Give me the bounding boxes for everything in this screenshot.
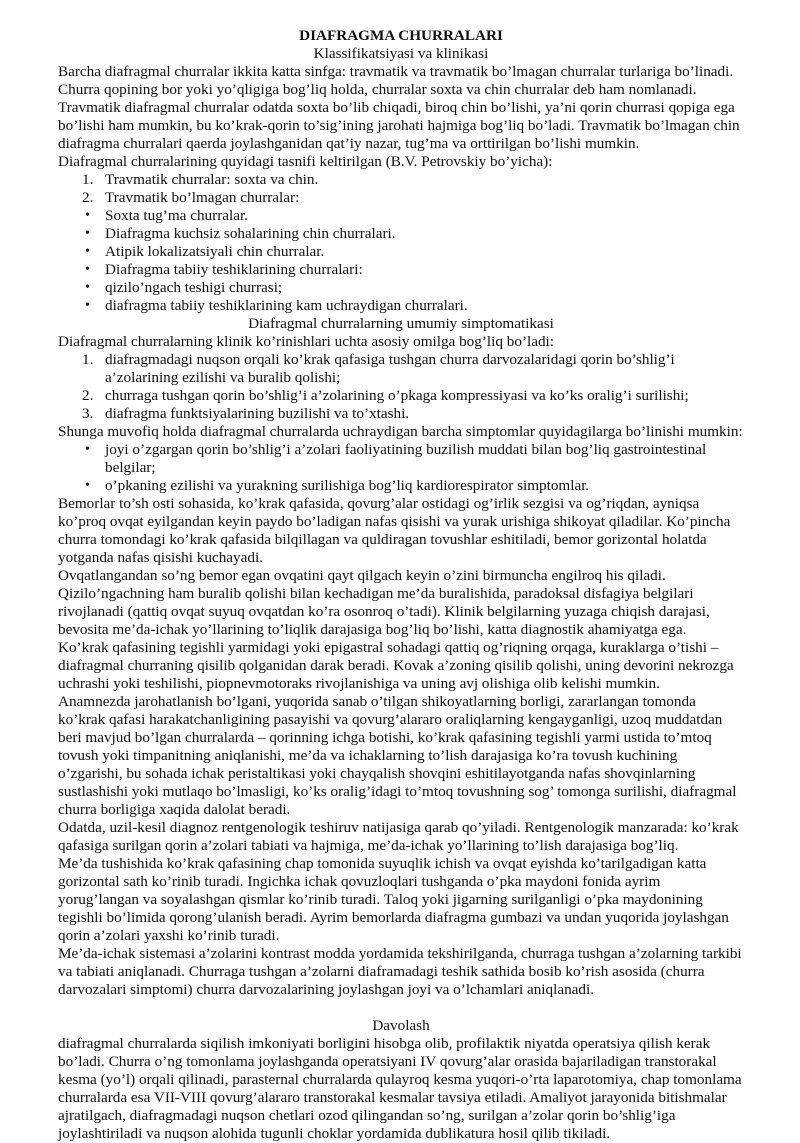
factors-list	[58, 351, 744, 423]
list-item: • Diafragma kuchsiz sohalarining chin churralari.	[85, 225, 396, 242]
list-item: 1. diafragmadagi nuqson orqali ko’krak qafasiga tushgan churra darvozalaridagi qorin bo’shlig’i a’zolarining ezilishi va buralib qolishi;	[82, 351, 675, 386]
body-paragraph: Odatda, uzil-kesil diagnoz rentgenologik teshiruv natijasiga qarab qo’yiladi. Rentgenologik manzarada: ko’krak qafasiga surilgan qorin a’zolari tabiati va hajmiga, me’da-ichak yo’llarining to’lish darajasiga bog’liq.	[58, 819, 739, 854]
symptoms-lead: Shunga muvofiq holda diafragmal churralarda uchraydigan barcha simptomlar quyidagilarga bo’linishi mumkin:	[58, 423, 743, 440]
body-paragraph: Ko’krak qafasining tegishli yarmidagi yoki epigastral sohadagi qattiq og’riqning orqaga, kuraklarga o’tishi – diafragmal churraning qisilib qolganidan darak beradi. Kovak a’zoning qisilib qolishi, uning devorini nekrozga uchrashi yoki teshilishi, piopnevmotoraks rivojlanishiga va uning avj olishiga olib kelishi mumkin.	[58, 639, 734, 692]
list-item: • o’pkaning ezilishi va yurakning surilishiga bog’liq kardiorespirator simptomlar.	[85, 477, 590, 494]
list-item: • joyi o’zgargan qorin bo’shlig’i a’zolari faoliyatining buzilish muddati bilan bog’liq gastrointestinal belgilar;	[85, 441, 707, 476]
symptoms-intro: Diafragmal churralarning klinik ko’rinishlari uchta asosiy omilga bog’liq bo’ladi:	[58, 333, 554, 350]
body-paragraph: Anamnezda jarohatlanish bo’lgani, yuqorida sanab o’tilgan shikoyatlarning borligi, zararlangan tomonda ko’krak qafasi harakatchanligining pasayishi va qovurg’alararo oraliqlarning kengayganligi, uzoq muddatdan beri mavjud bo’lgan churralarda – qorinning ichga botishi, ko’krak qafasining tegishli yarmi ustida to’mtoq tovush yoki timpanitning aniqlanishi, me’da va ichaklarning to’lish darajasiga ko’ra tovush kuchining o’zgarishi, bu sohada ichak peristaltikasi yoki chayqalish shovqini eshitilayotganda nafas shovqinlarning sustlashishi yoki mutlaqo bo’lmasligi, ko’ks oralig’idagi to’mtoq tovushning sog’ tomonga surilishi, diafragmal churra borligiga xaqida dalolat beradi.	[58, 693, 737, 818]
list-item: • Soxta tug’ma churralar.	[85, 207, 248, 224]
list-item: • Atipik lokalizatsiyali chin churralar.	[85, 243, 325, 260]
section-heading-symptoms: Diafragmal churralarning umumiy simptomatikasi	[248, 315, 554, 332]
list-item: 2. Travmatik bo’lmagan churralar:	[82, 189, 300, 206]
intro-paragraph: Barcha diafragmal churralar ikkita katta sinfga: travmatik va travmatik bo’lmagan churralar turlariga bo’linadi. Churra qopining bor yoki yo’qligiga bog’liq holda, churralar soxta va chin churralar deb ham nomlanadi. Travmatik diafragmal churralar odatda soxta bo’lib chiqadi, biroq chin bo’lishi, ya’ni qorin churrasi qopiga ega bo’lishi ham mumkin, bu ko’krak-qorin to’sig’ining jarohati hajmiga bog’liq bo’ladi. Travmatik bo’lmagan chin diafragma churralari qaerda joylashganidan qat’iy nazar, tug’ma va orttirilgan bo’lishi mumkin.	[58, 63, 740, 152]
list-item: 1. Travmatik churralar: soxta va chin.	[82, 171, 319, 188]
classification-lead: Diafragmal churralarining quyidagi tasnifi keltirilgan (B.V. Petrovskiy bo’yicha):	[58, 153, 553, 170]
classification-list	[58, 171, 744, 315]
document-subtitle: Klassifikatsiyasi va klinikasi	[313, 45, 489, 62]
list-item: • diafragma tabiiy teshiklarining kam uchraydigan churralari.	[85, 297, 468, 314]
section-heading-treatment: Davolash	[372, 1017, 430, 1034]
list-item: 3. diafragma funktsiyalarining buzilishi va to’xtashi.	[82, 405, 410, 422]
document-title: DIAFRAGMA CHURRALARI	[299, 27, 503, 44]
spacer	[58, 999, 744, 1017]
body-paragraph: Me’da tushishida ko’krak qafasining chap tomonida suyuqlik ichish va ovqat eyishda ko’tarilgadigan katta gorizontal sath ko’rinib turadi. Ingichka ichak qovuzloqlari tushganda o’pka maydoni fonida ayrim yorug’langan va soyalashgan qismlar ko’rinib turadi. Taloq yoki jigarning surilganligi o’pka maydonining tegishli bo’limida qorong’ulanish beradi. Ayrim bemorlarda diafragma gumbazi va undan yuqorida joylashgan qorin a’zolari yaxshi ko’rinib turadi.	[58, 855, 729, 944]
list-item: • Diafragma tabiiy teshiklarining churralari:	[85, 261, 363, 278]
body-paragraph: Me’da-ichak sistemasi a’zolarini kontrast modda yordamida tekshirilganda, churraga tushgan a’zolarning tarkibi va tabiati aniqlanadi. Churraga tushgan a’zolarni diaframadagi teshik sathida bosib ko’rish asosida (churra darvozalari simptomi) churra darvozalarining joylashgan joyi va o’lchamlari aniqlanadi.	[58, 945, 742, 998]
treatment-paragraph: diafragmal churralarda siqilish imkoniyati borligini hisobga olib, profilaktik niyatda operatsiya qilish kerak bo’ladi. Churra o’ng tomonlama joylashganda operatsiyani IV qovurg’alar orasida bajariladigan transtorakal kesma (yo’l) orqali qilinadi, parasternal churralarda qulayroq kesma yuqori-o’rta laparotomiya, chap tomonlama churralarda esa VII-VIII qovurg’alararo transtorakal kesmalar tavsiya etiladi. Amaliyot jarayonida bitishmalar ajratilgach, diafragmadagi nuqson chetlari ozod qilingandan so’ng, surilgan a’zolar qorin bo’shlig’iga joylashtiriladi va nuqson alohida tugunli choklar yordamida dublikatura hosil qilib tikiladi.	[58, 1035, 742, 1142]
body-paragraph: Ovqatlangandan so’ng bemor egan ovqatini qayt qilgach keyin o’zini birmuncha engilroq his qiladi.	[58, 567, 666, 584]
body-paragraph: Bemorlar to’sh osti sohasida, ko’krak qafasida, qovurg’alar ostidagi og’irlik sezgisi va og’riqdan, ayniqsa ko’proq ovqat eyilgandan keyin paydo bo’ladigan nafas qisishi va yurak urishiga shikoyat qiladilar. Ko’pincha churra tomondagi ko’krak qafasida bilqillagan va quldiragan tovushlar eshitiladi, bemor gorizontal holatda yotganda nafas qisishi kuchayadi.	[58, 495, 731, 566]
list-item: • qizilo’ngach teshigi churrasi;	[85, 279, 283, 296]
list-item: 2. churraga tushgan qorin bo’shlig’i a’zolarining o’pkaga kompressiyasi va ko’ks oralig’i surilishi;	[82, 387, 689, 404]
symptom-groups-list	[58, 441, 744, 495]
body-paragraph: Qizilo’ngachning ham buralib qolishi bilan kechadigan me’da buralishida, paradoksal disfagiya belgilari rivojlanadi (qattiq ovqat suyuq ovqatdan ko’ra osonroq o’tadi). Klinik belgilarning yuzaga chiqish darajasi, bevosita me’da-ichak yo’llarining to’liqlik darajasiga bog’liq bo’lishi, katta diagnostik ahamiyatga ega.	[58, 585, 710, 638]
